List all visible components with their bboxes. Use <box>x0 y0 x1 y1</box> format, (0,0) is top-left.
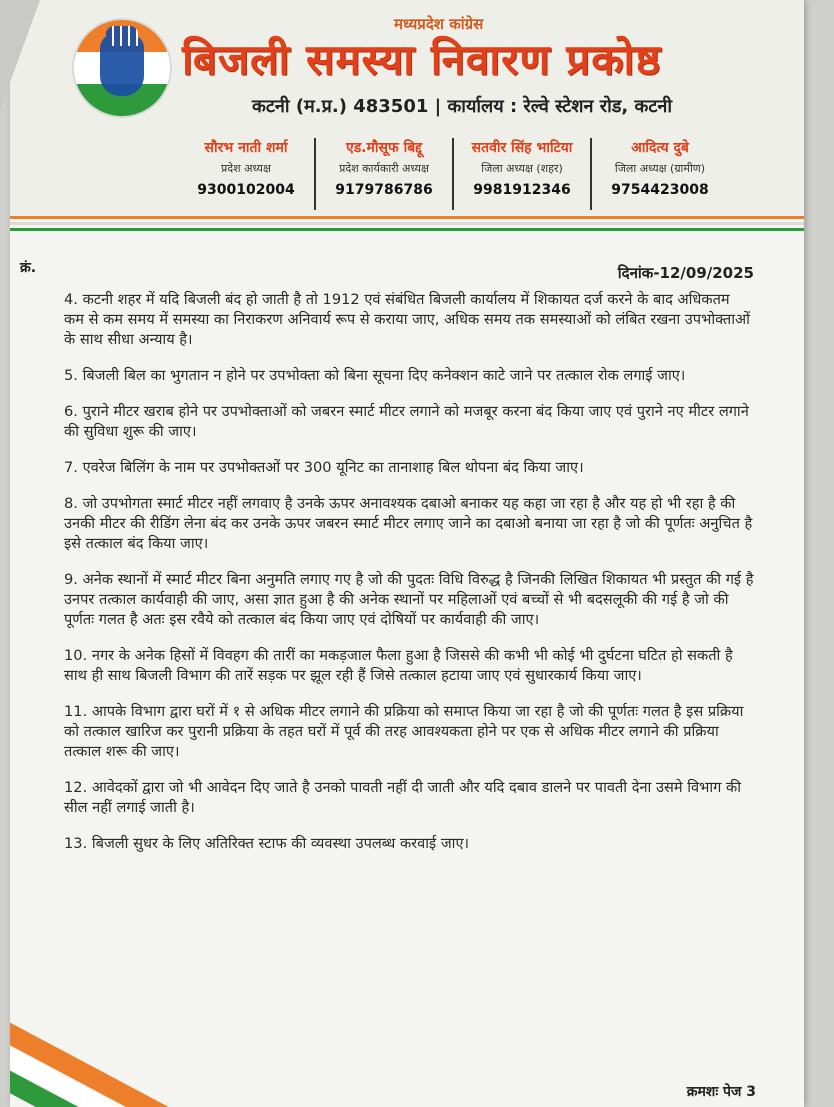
continued-page-note: क्रमशः पेज 3 <box>686 1084 756 1100</box>
letter-page <box>10 0 804 1107</box>
list-item: 9. अनेक स्थानों में स्मार्ट मीटर बिना अनुमति लगाए गए है जो की पुदतः विधि विरुद्ध है जिनकी लिखित शिकायत भी प्रस्तुत की गई है उनपर तत्काल कार्यवाही की जाए, असा ज्ञात हुआ है की अनेक स्थानों पर महिलाओं एवं बच्चों से भी बदसलूकी की गई है जो की पूर्णतः गलत है अतः इस रवैये को तत्काल बंद किया जाए एवं दोषियों पर कार्यवाही की जाए। <box>64 571 754 628</box>
org-title: बिजली समस्या निवारण प्रकोष्ठ <box>182 35 662 84</box>
green-stripe <box>10 228 804 231</box>
list-item: 5. बिजली बिल का भुगतान न होने पर उपभोक्ता को बिना सूचना दिए कनेक्शन काटे जाने पर तत्काल रोक लगाई जाए। <box>64 367 686 384</box>
officer-post: जिला अध्यक्ष (ग्रामीण) <box>614 162 706 175</box>
page-fold <box>0 0 40 110</box>
officer-phone: 9179786786 <box>335 182 433 198</box>
list-item: 13. बिजली सुधर के लिए अतिरिक्त स्टाफ की व्यवस्था उपलब्ध करवाई जाए। <box>64 835 470 852</box>
officer-post: प्रदेश अध्यक्ष <box>221 162 271 175</box>
demand-list <box>64 290 754 870</box>
saffron-stripe <box>10 216 804 219</box>
list-item: 4. कटनी शहर में यदि बिजली बंद हो जाती है तो 1912 एवं संबंधित बिजली कार्यालय में शिकायत दर्ज करने के बाद अधिकतम कम से कम समय में समस्या का निराकरण अनिवार्य रूप से कराया जाए, अधिक समय तक समस्याओं को लंबित रखना उपभोक्ताओं के साथ सीधा अन्याय है। <box>64 291 750 348</box>
list-item: 7. एवरेज बिलिंग के नाम पर उपभोक्तओं पर 300 यूनिट का तानाशाह बिल थोपना बंद किया जाए। <box>64 459 584 476</box>
officer-post: जिला अध्यक्ष (शहर) <box>481 162 563 175</box>
party-label: मध्यप्रदेश कांग्रेस <box>394 15 484 33</box>
officer-phone: 9300102004 <box>197 182 295 198</box>
office-address: कटनी (म.प्र.) 483501 | कार्यालय : रेल्वे स्टेशन रोड, कटनी <box>252 96 673 117</box>
officer-1 <box>178 138 314 210</box>
officer-name: आदित्य दुबे <box>631 140 689 156</box>
letter-date: दिनांक-12/09/2025 <box>617 264 754 282</box>
officer-3 <box>452 138 590 210</box>
officer-name: एड.मौसूफ बिद्दू <box>345 140 423 156</box>
officer-post: प्रदेश कार्यकारी अध्यक्ष <box>339 162 429 175</box>
officer-name: सतवीर सिंह भाटिया <box>471 140 573 156</box>
reference-label: क्रं. <box>20 260 37 276</box>
list-item: 10. नगर के अनेक हिसों में विवहग की तारीं का मकड़जाल फैला हुआ है जिससे की कभी भी कोई भी दुर्घटना घटित हो सकती है साथ ही साथ बिजली विभाग की तारें सड़क पर झूल रही हैं जिसे तत्काल हटाया जाए एवं सुधारकार्य किया जाए। <box>64 647 733 684</box>
officer-2 <box>314 138 452 210</box>
list-item: 12. आवेदकों द्वारा जो भी आवेदन दिए जाते है उनको पावती नहीं दी जाती और यदि दबाव डालने पर पावती देना उसमे विभाग की सील नहीं लगाई जाती है। <box>64 779 741 816</box>
letterhead <box>10 0 804 215</box>
list-item: 6. पुराने मीटर खराब होने पर उपभोक्ताओं को जबरन स्मार्ट मीटर लगाने को मजबूर करना बंद किया जाए एवं पुराने नए मीटर लगाने की सुविधा शुरू की जाए। <box>64 403 749 440</box>
officer-name: सौरभ नाती शर्मा <box>204 140 288 156</box>
officer-phone: 9981912346 <box>473 182 571 198</box>
officer-list <box>178 138 728 210</box>
officer-phone: 9754423008 <box>611 182 709 198</box>
white-stripe <box>10 222 804 225</box>
list-item: 11. आपके विभाग द्वारा घरों में १ से अधिक मीटर लगाने की प्रक्रिया को समाप्त किया जा रहा है जो की पूर्णतः गलत है इस प्रक्रिया को तत्काल खारिज कर पुरानी प्रक्रिया के तहत घरों में पूर्व की तरह आवश्यकता होने पर एक से अधिक मीटर लगाने की प्रक्रिया तत्काल शरू की जाए। <box>64 703 744 760</box>
congress-hand-logo-icon <box>72 18 172 118</box>
officer-4 <box>590 138 728 210</box>
list-item: 8. जो उपभोगता स्मार्ट मीटर नहीं लगवाए है उनके ऊपर अनावश्यक दबाओ बनाकर यह कहा जा रहा है और यह हो भी रहा है की उनकी मीटर की रीडिंग लेना बंद कर उनके ऊपर जबरन स्मार्ट मीटर लगाए जाने का दबाओ बनाया जा रहा है जो की पूर्णतः अनुचित है इसे तत्काल बंद किया जाए। <box>64 495 753 552</box>
